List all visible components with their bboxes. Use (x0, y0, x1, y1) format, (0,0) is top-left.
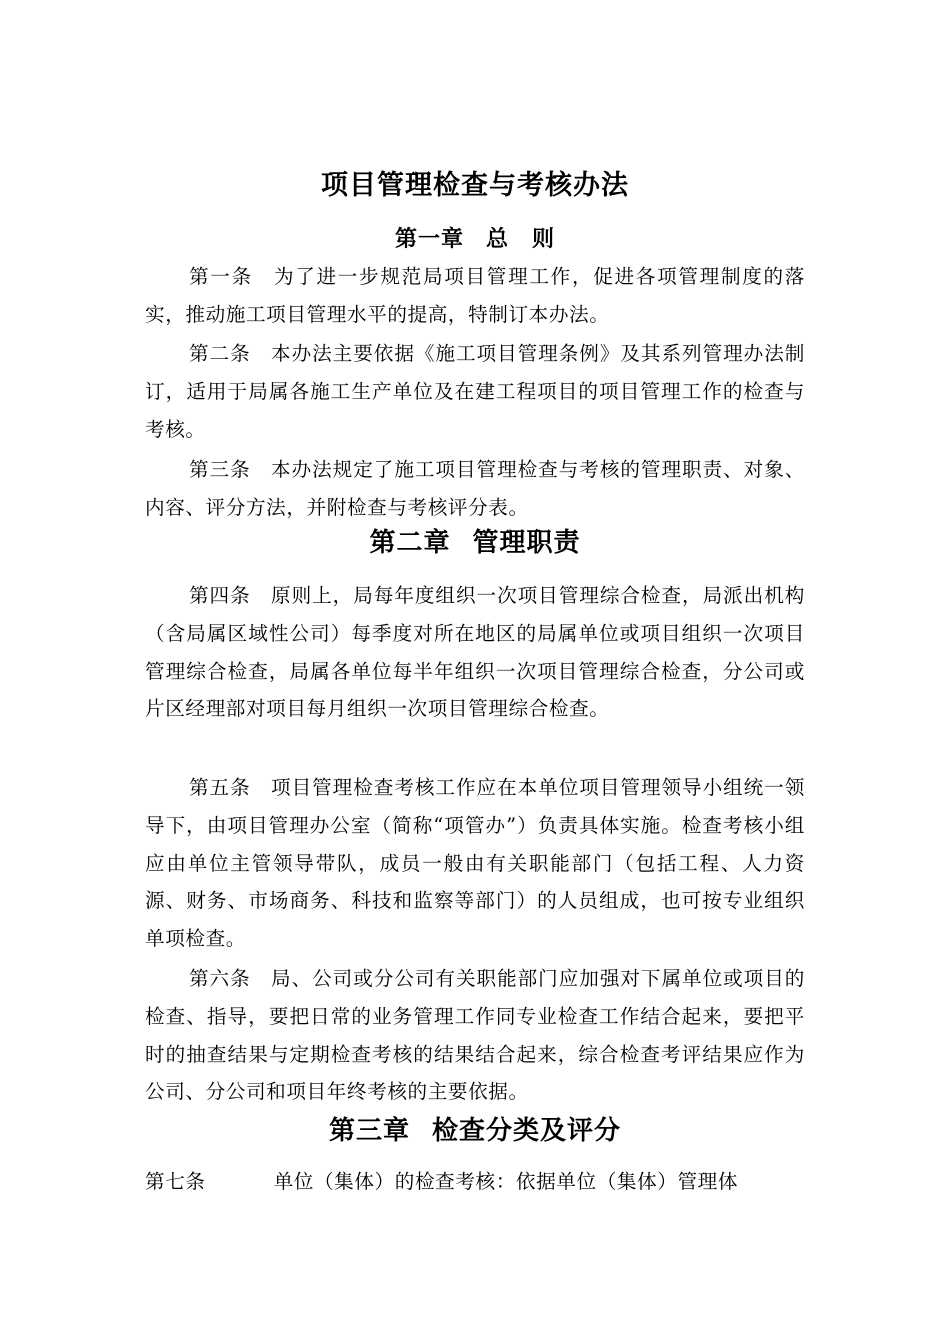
article-7-number: 第七条 (145, 1170, 206, 1193)
article-7 (145, 1163, 805, 1201)
article-2 (145, 335, 805, 448)
chapter-2-label: 第二章 (369, 528, 451, 558)
article-3-number: 第三条 (189, 458, 251, 481)
chapter-heading-1 (0, 220, 950, 258)
chapter-heading-2 (0, 524, 950, 562)
article-6-text: 局、公司或分公司有关职能部门应加强对下属单位或项目的检查、指导，要把日常的业务管理工作同专业检查工作结合起来，要把平时的抽查结果与定期检查考核的结果结合起来，综合检查考评结果应作为公司、分公司和项目年终考核的主要依据。 (145, 967, 805, 1104)
article-4 (145, 577, 805, 728)
article-4-text: 原则上，局每年度组织一次项目管理综合检查，局派出机构（含局属区域性公司）每季度对所在地区的局属单位或项目组织一次项目管理综合检查，局属各单位每半年组织一次项目管理综合检查，分公司或片区经理部对项目每月组织一次项目管理综合检查。 (145, 584, 805, 721)
article-3 (145, 451, 805, 527)
article-2-number: 第二条 (189, 342, 251, 365)
chapter-heading-3 (0, 1112, 950, 1150)
article-1 (145, 258, 805, 334)
article-5-number: 第五条 (189, 776, 251, 799)
article-5 (145, 769, 805, 958)
chapter-3-name: 检查分类及评分 (432, 1116, 622, 1146)
article-1-number: 第一条 (189, 265, 253, 288)
article-5-text: 项目管理检查考核工作应在本单位项目管理领导小组统一领导下，由项目管理办公室（简称“项管办”）负责具体实施。检查考核小组应由单位主管领导带队，成员一般由有关职能部门（包括工程、人力资源、财务、市场商务、科技和监察等部门）的人员组成，也可按专业组织单项检查。 (145, 776, 805, 951)
article-3-text: 本办法规定了施工项目管理检查与考核的管理职责、对象、内容、评分方法，并附检查与考核评分表。 (145, 458, 805, 519)
article-2-text: 本办法主要依据《施工项目管理条例》及其系列管理办法制订，适用于局属各施工生产单位及在建工程项目的项目管理工作的检查与考核。 (145, 342, 805, 441)
article-6-number: 第六条 (189, 967, 251, 990)
chapter-2-name: 管理职责 (472, 528, 581, 558)
article-7-text: 单位（集体）的检查考核：依据单位（集体）管理体 (273, 1170, 739, 1193)
chapter-1-name: 总 则 (486, 226, 556, 252)
chapter-3-label: 第三章 (328, 1116, 410, 1146)
article-1-text: 为了进一步规范局项目管理工作，促进各项管理制度的落实，推动施工项目管理水平的提高，特制订本办法。 (145, 265, 805, 326)
chapter-1-label: 第一章 (394, 226, 464, 252)
document-title: 项目管理检查与考核办法 (321, 170, 629, 201)
article-6 (145, 960, 805, 1111)
article-4-number: 第四条 (189, 584, 251, 607)
